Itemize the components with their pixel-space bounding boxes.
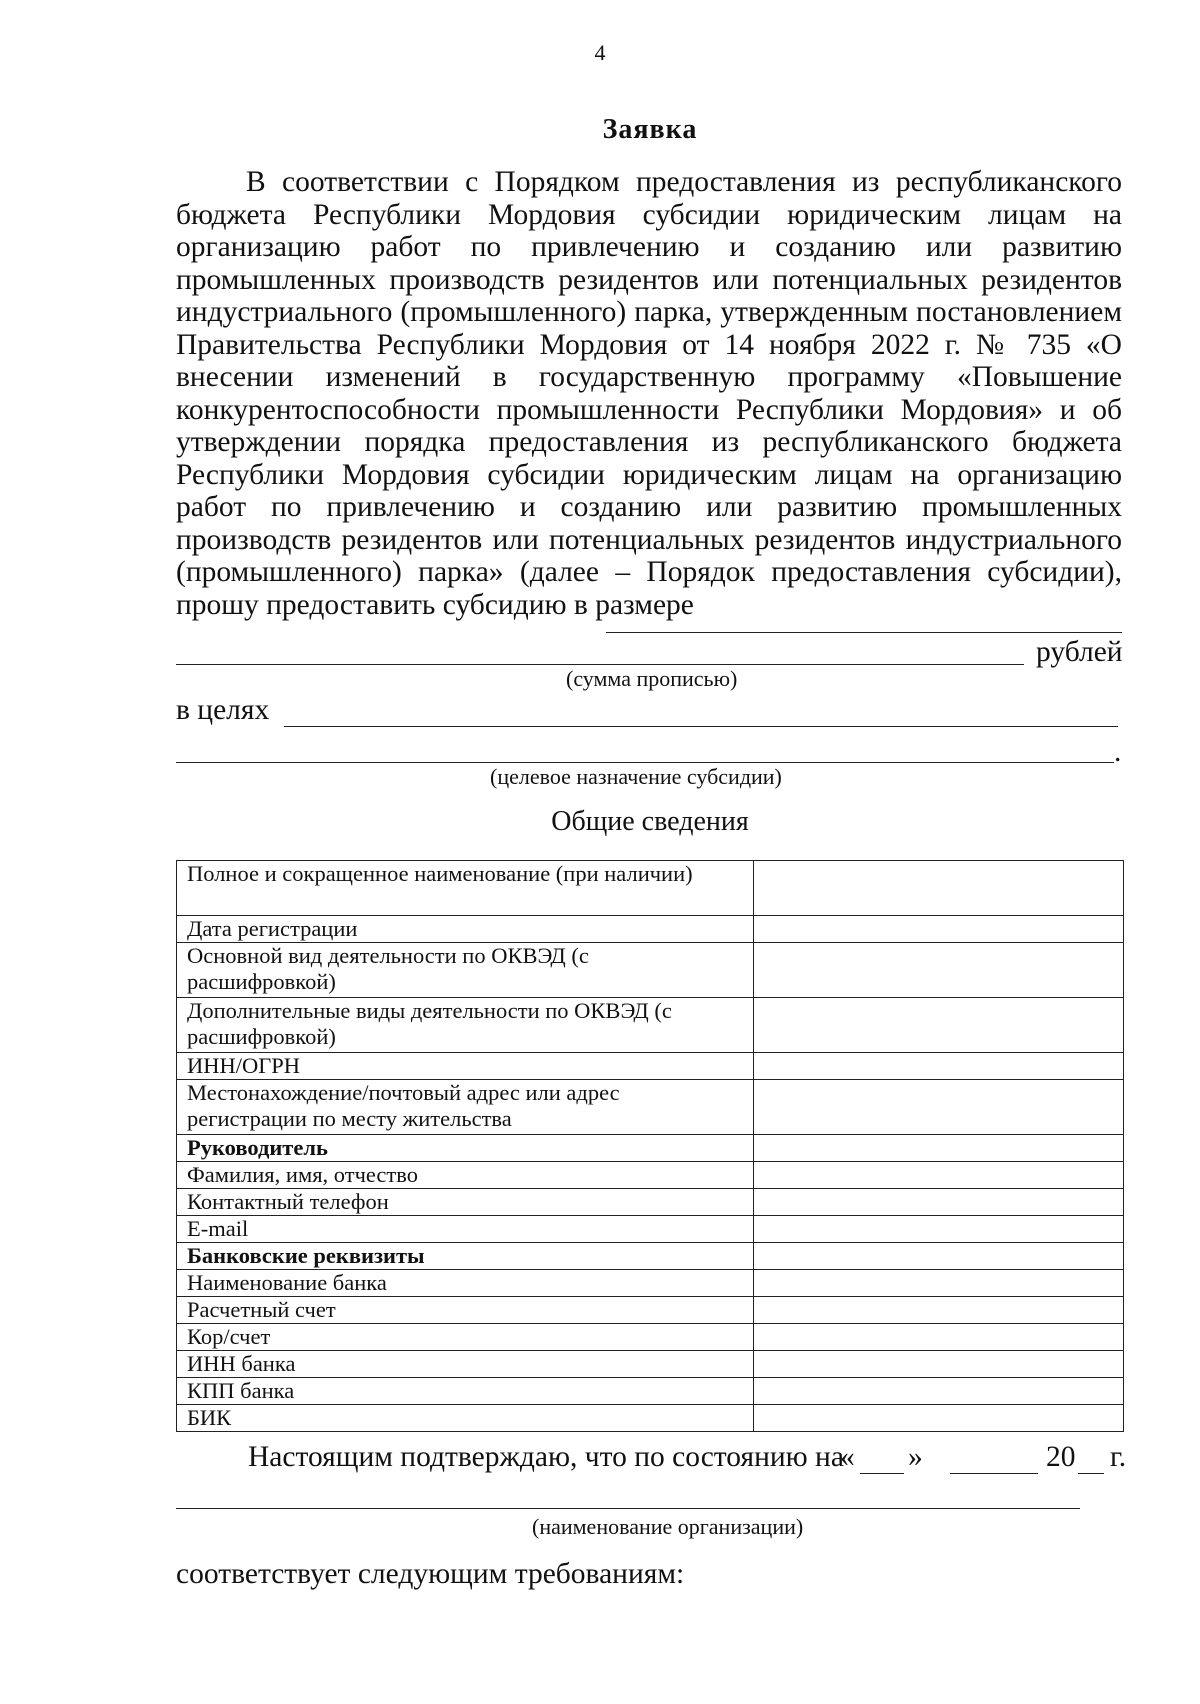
requirements-text: соответствует следующим требованиям: (176, 1558, 685, 1590)
year-suffix: г. (1110, 1441, 1127, 1473)
row-label: ИНН/ОГРН (177, 1053, 754, 1080)
row-label: Руководитель (177, 1135, 754, 1162)
row-value[interactable] (754, 861, 1124, 916)
confirm-prefix: Настоящим подтверждаю, что по состоянию на (248, 1441, 844, 1473)
table-row (177, 1080, 1124, 1135)
table-row (177, 1189, 1124, 1216)
month-field[interactable] (950, 1473, 1038, 1474)
row-value[interactable] (754, 1324, 1124, 1351)
quote-open: « (840, 1441, 855, 1473)
purpose-caption: (целевое назначение субсидии) (490, 764, 782, 789)
row-label: Наименование банка (177, 1270, 754, 1297)
row-value[interactable] (754, 1243, 1124, 1270)
table-row (177, 861, 1124, 916)
row-value[interactable] (754, 943, 1124, 998)
row-value[interactable] (754, 1189, 1124, 1216)
row-label: Банковские реквизиты (177, 1243, 754, 1270)
row-value[interactable] (754, 1135, 1124, 1162)
table-row (177, 1405, 1124, 1432)
row-value[interactable] (754, 1053, 1124, 1080)
row-value[interactable] (754, 1080, 1124, 1135)
intro-paragraph (176, 166, 1122, 621)
year-prefix: 20 (1046, 1441, 1076, 1473)
row-label: Дата регистрации (177, 916, 754, 943)
table-row (177, 1162, 1124, 1189)
table-row (177, 943, 1124, 998)
page-number: 4 (594, 40, 606, 65)
document-title: Заявка (602, 114, 698, 145)
row-label: Кор/счет (177, 1324, 754, 1351)
table-row (177, 1135, 1124, 1162)
table-row (177, 1324, 1124, 1351)
row-value[interactable] (754, 1270, 1124, 1297)
row-value[interactable] (754, 1405, 1124, 1432)
organization-caption: (наименование организации) (532, 1514, 804, 1539)
row-value[interactable] (754, 1162, 1124, 1189)
row-label: БИК (177, 1405, 754, 1432)
organization-name-field[interactable] (176, 1508, 1080, 1509)
table-row (177, 1053, 1124, 1080)
row-value[interactable] (754, 1216, 1124, 1243)
table-row (177, 1378, 1124, 1405)
row-label: Полное и сокращенное наименование (при наличии) (177, 861, 754, 916)
row-label: КПП банка (177, 1378, 754, 1405)
purpose-field-line2[interactable] (176, 762, 1114, 763)
row-label: Основной вид деятельности по ОКВЭД (с расшифровкой) (177, 943, 754, 998)
row-label: E-mail (177, 1216, 754, 1243)
general-info-table (176, 860, 1124, 1432)
row-label: ИНН банка (177, 1351, 754, 1378)
general-info-rows (177, 861, 1124, 1432)
amount-words-field[interactable] (176, 664, 1024, 665)
row-label: Расчетный счет (177, 1297, 754, 1324)
row-label: Местонахождение/почтовый адрес или адрес регистрации по месту жительства (177, 1080, 754, 1135)
table-row (177, 1351, 1124, 1378)
row-value[interactable] (754, 998, 1124, 1053)
purpose-end: . (1114, 736, 1122, 768)
intro-text: В соответствии с Порядком предоставления из республиканского бюджета Республики Мордовия субсидии юридическим лицам на организацию работ по привлечению и созданию или развитию промышленных производств резидентов или потенциальных резидентов индустриального (промышленного) парка, утвержденным постановлением Правительства Республики Мордовия от 14 ноября 2022 г. № 735 «О внесении изменений в государственную программу «Повышение конкурентоспособности промышленности Республики Мордовия» и об утверждении порядка предоставления из республиканского бюджета Республики Мордовия субсидии юридическим лицам на организацию работ по привлечению и созданию или развитию промышленных производств резидентов или потенциальных резидентов индустриального (промышленного) парка» (далее – Порядок предоставления субсидии), прошу предоставить субсидию в размере (176, 166, 1122, 621)
table-row (177, 1270, 1124, 1297)
row-label: Контактный телефон (177, 1189, 754, 1216)
day-field[interactable] (860, 1473, 904, 1474)
row-value[interactable] (754, 1297, 1124, 1324)
row-label: Дополнительные виды деятельности по ОКВЭД (с расшифровкой) (177, 998, 754, 1053)
amount-caption: (сумма прописью) (566, 666, 738, 691)
section-title: Общие сведения (551, 806, 749, 837)
year-field[interactable] (1078, 1473, 1104, 1474)
row-label: Фамилия, имя, отчество (177, 1162, 754, 1189)
row-value[interactable] (754, 1378, 1124, 1405)
purpose-label: в целях (176, 694, 270, 726)
purpose-field[interactable] (284, 726, 1118, 727)
quote-close: » (908, 1441, 923, 1473)
amount-unit: рублей (1036, 636, 1123, 668)
table-row (177, 998, 1124, 1053)
table-row (177, 1243, 1124, 1270)
table-row (177, 1297, 1124, 1324)
table-row (177, 1216, 1124, 1243)
row-value[interactable] (754, 1351, 1124, 1378)
table-row (177, 916, 1124, 943)
amount-field[interactable] (606, 632, 1122, 633)
row-value[interactable] (754, 916, 1124, 943)
